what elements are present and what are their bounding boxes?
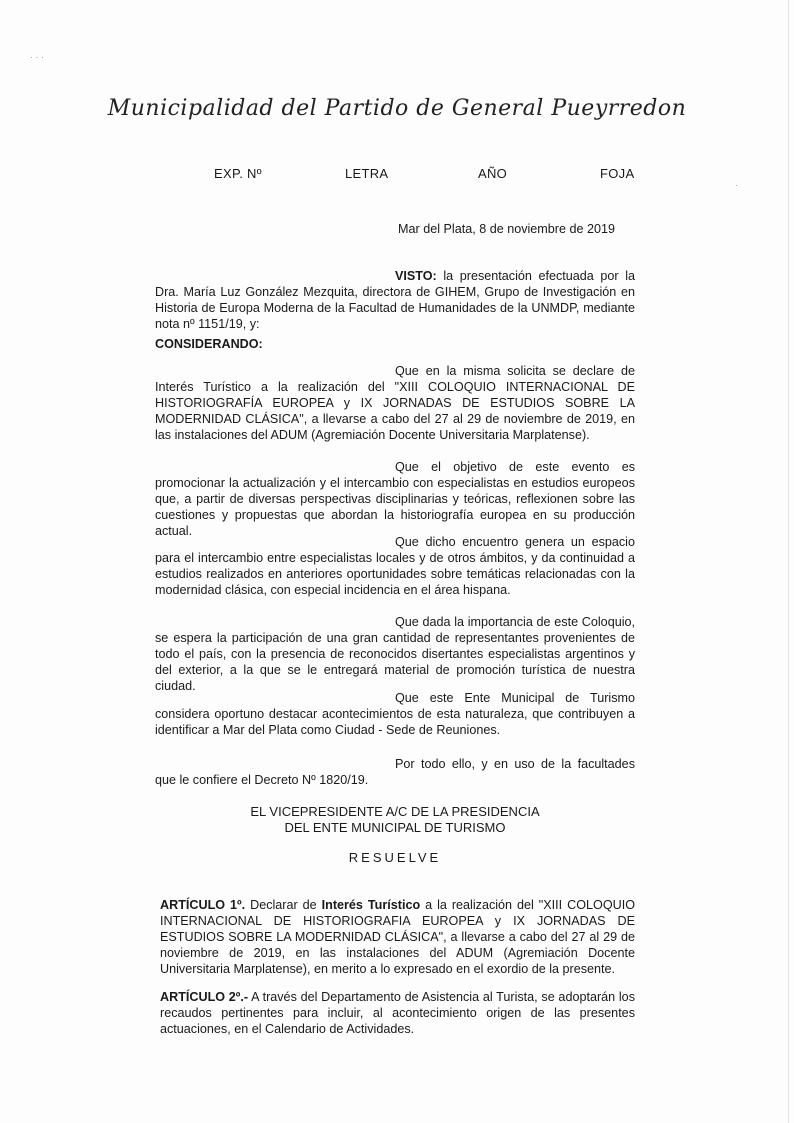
considerando-paragraph-2: Que el objetivo de este evento es promocionar la actualización y el intercambio con especialistas en estudios europeos que, a partir de diversas perspectivas disciplinarias y teóricas, reflexionen sobre las cuestiones y propuestas que abordan la historiografía europea en su producción actual. (155, 460, 635, 538)
visto-label: VISTO: (395, 269, 437, 283)
authority-line-2: DEL ENTE MUNICIPAL DE TURISMO (284, 820, 506, 835)
considerando-paragraph-1 (155, 363, 635, 443)
article-1-text-c: a la realización del (420, 898, 539, 912)
considerando-paragraph-4: Que dada la importancia de este Coloquio, se espera la participación de una gran cantidad de representantes provenientes de todo el país, con la presencia de reconocidos disertantes especialistas argentinos y del exterior, a la que se le entregará material de promoción turística de nuestra ciudad. (155, 615, 635, 693)
visto-text: la presentación efectuada por la Dra. María Luz González Mezquita, directora de GIHEM, Grupo de Investigación en Historia de Europa Moderna de la Facultad de Humanidades de la UNMDP, mediante nota nº 1151/19, y: (155, 269, 635, 331)
anio-label: AÑO (478, 166, 508, 181)
article-1-text-e: , a llevarse a cabo del 27 al 29 de noviembre de 2019, en las instalaciones del ADUM (Agremiación Docente Universitaria Marplatense), en merito a lo expresado en el exordio de la presente. (160, 930, 635, 976)
scan-speck: · · · (30, 52, 44, 62)
considerando-heading: CONSIDERANDO: (155, 337, 263, 351)
p1-text-a: Que en la misma solicita se declare de Interés Turístico a la realización del (155, 364, 635, 394)
article-2-text: A través del Departamento de Asistencia al Turista, se adoptarán los recaudos pertinentes para incluir, al acontecimiento origen de las presentes actuaciones, en el Calendario de Actividades. (160, 990, 635, 1036)
resuelve-heading: RESUELVE (348, 850, 442, 865)
article-2-label: ARTÍCULO 2º.- (160, 990, 249, 1004)
article-1-label: ARTÍCULO 1º. (160, 898, 246, 912)
exp-label: EXP. Nº (214, 166, 262, 181)
letra-label: LETRA (345, 166, 389, 181)
considerando-paragraph-5: Que este Ente Municipal de Turismo considera oportuno destacar acontecimientos de esta naturaleza, que contribuyen a identificar a Mar del Plata como Ciudad - Sede de Reuniones. (155, 691, 635, 737)
article-1-text-a: Declarar de (245, 898, 322, 912)
letterhead: Municipalidad del Partido de General Pueyrredon (107, 96, 687, 121)
foja-label: FOJA (600, 166, 635, 181)
article-1-interes: Interés Turístico (321, 898, 421, 912)
article-1-event-name: "XIII COLOQUIO INTERNACIONAL DE HISTORIOGRAFIA EUROPEA y IX JORNADAS DE ESTUDIOS SOBRE LA MODERNIDAD CLÁSICA" (160, 898, 636, 944)
article-1 (160, 897, 635, 977)
p1-text-c: , a llevarse a cabo del 27 al 29 de noviembre de 2019, en las instalaciones del ADUM (Agremiación Docente Universitaria Marplatense). (155, 412, 636, 442)
p1-event-name: "XIII COLOQUIO INTERNACIONAL DE HISTORIOGRAFÍA EUROPEA y IX JORNADAS DE ESTUDIOS SOBRE LA MODERNIDAD CLÁSICA" (155, 380, 635, 426)
scan-edge (788, 0, 789, 1123)
document-date: Mar del Plata, 8 de noviembre de 2019 (398, 222, 616, 236)
visto-paragraph (155, 268, 635, 332)
authority-line-1: EL VICEPRESIDENTE A/C DE LA PRESIDENCIA (250, 804, 540, 819)
considerando-paragraph-3: Que dicho encuentro genera un espacio para el intercambio entre especialistas locales y de otros ámbitos, y da continuidad a estudios realizados en anteriores oportunidades sobre temáticas relacionadas con la modernidad clásica, con especial incidencia en el área hispana. (155, 535, 635, 597)
scan-speck: · (735, 180, 738, 190)
considerando-paragraph-6: Por todo ello, y en uso de la facultades que le confiere el Decreto Nº 1820/19. (155, 757, 635, 787)
article-2 (160, 989, 635, 1037)
